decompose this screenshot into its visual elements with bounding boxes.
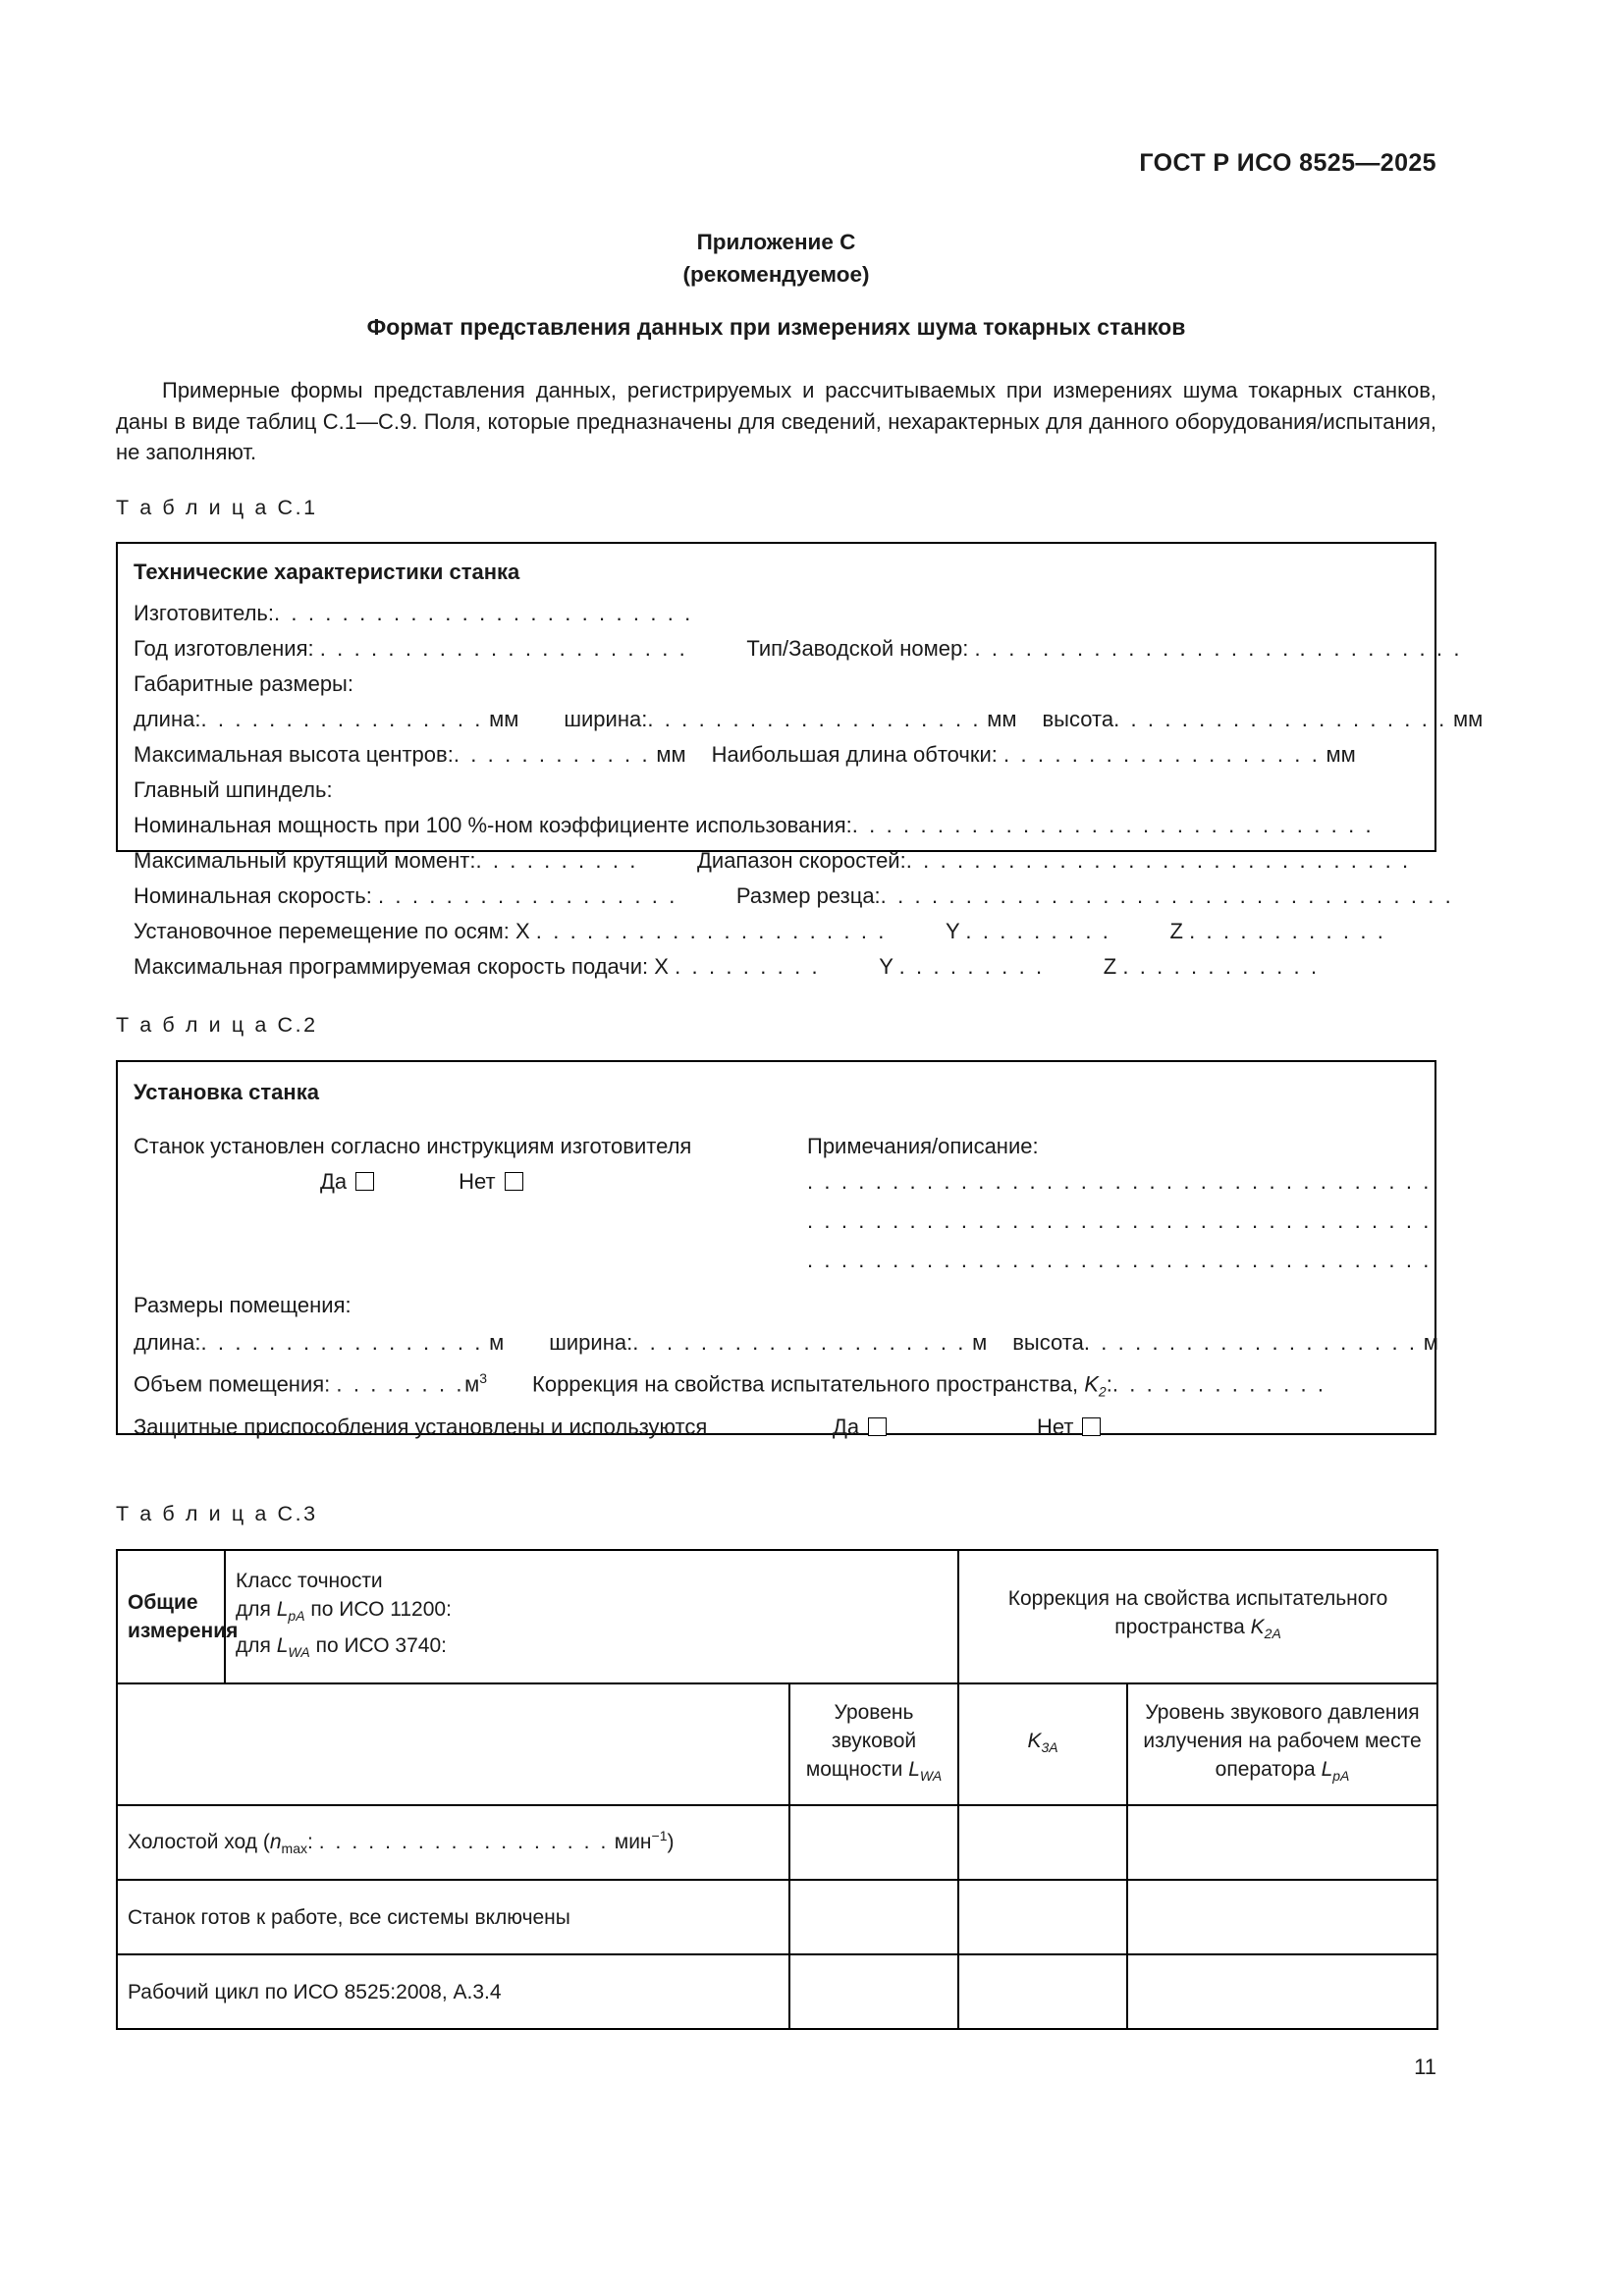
- table-c1-row-overall: [134, 667, 1419, 702]
- table-c1-row-manufacturer: [134, 596, 1419, 631]
- label-room-height: высота: [1012, 1330, 1084, 1355]
- label-guards-yes: Да: [833, 1414, 860, 1439]
- table-c3-grid: [116, 1549, 1438, 2030]
- cell-ready-to-work-lwa[interactable]: [789, 1880, 958, 1954]
- guards-no-group: [1037, 1410, 1101, 1445]
- table-c3-header-row-1: [117, 1550, 1437, 1683]
- label-room-dimensions: Размеры помещения:: [134, 1293, 352, 1317]
- symbol-k3a-subscript: 3A: [1041, 1739, 1058, 1756]
- label-speed-range: Диапазон скоростей:: [697, 848, 906, 873]
- symbol-lpa: L: [276, 1598, 289, 1622]
- symbol-k2-subscript: 2: [1098, 1383, 1107, 1400]
- dots-center-height: . . . . . . . . . . . .: [453, 742, 651, 767]
- feed-axis-label-z: Z: [1103, 954, 1117, 979]
- table-caption-c3: Т а б л и ц а С.3: [116, 1502, 318, 1525]
- accuracy-class-line1: Класс точности: [236, 1570, 383, 1593]
- table-c1-heading: Технические характеристики станка: [134, 560, 520, 584]
- dots-room-width: . . . . . . . . . . . . . . . . . . . .: [632, 1330, 966, 1355]
- cell-ready-to-work-lpa[interactable]: [1127, 1880, 1437, 1954]
- general-measurements-line2: измерения: [128, 1620, 239, 1642]
- table-c1-row-nominal-speed: [134, 879, 1454, 914]
- table-c1-row-spindle: [134, 773, 1419, 808]
- symbol-lwa-header: L: [908, 1757, 920, 1781]
- symbol-lpa-header-subscript: pA: [1332, 1768, 1350, 1785]
- label-max-torque: Максимальный крутящий момент:: [134, 848, 476, 873]
- dots-axis-z: . . . . . . . . . . . .: [1189, 919, 1386, 943]
- table-c1: [116, 542, 1484, 979]
- table-c2-row-guards: [134, 1410, 1419, 1447]
- table-c2-row-installed: [134, 1129, 1419, 1164]
- table-c2-row-room-dims: [134, 1325, 1438, 1361]
- cell-k2a-correction-header: [958, 1550, 1437, 1683]
- cell-idle-run-lpa[interactable]: [1127, 1805, 1437, 1880]
- label-length: длина:: [134, 707, 201, 731]
- unit-height-mm: мм: [1452, 707, 1484, 731]
- cell-idle-run-k3a[interactable]: [958, 1805, 1127, 1880]
- page-number: 11: [1414, 2055, 1436, 2079]
- dots-tool-size: . . . . . . . . . . . . . . . . . . . . . . . . . . . . . . . . . .: [880, 883, 1454, 908]
- accuracy-class-line2-pre: для: [236, 1598, 271, 1622]
- dots-height: . . . . . . . . . . . . . . . . . . . .: [1113, 707, 1447, 731]
- cell-general-measurements: [117, 1550, 239, 1683]
- checkbox-installed-no[interactable]: [505, 1172, 523, 1191]
- dots-feed-x: . . . . . . . . .: [675, 954, 821, 979]
- axis-label-y: Y: [946, 919, 960, 943]
- label-type-serial: Тип/Заводской номер:: [746, 636, 969, 661]
- idle-run-label-pre: Холостой ход (: [128, 1830, 270, 1853]
- table-c1-row-axes-travel: [134, 914, 1419, 949]
- unit-width-mm: мм: [987, 707, 1017, 731]
- dots-room-volume: . . . . . . . .: [336, 1371, 465, 1397]
- dots-length: . . . . . . . . . . . . . . . . .: [200, 707, 483, 731]
- label-installed-per-instructions: Станок установлен согласно инструкциям изготовителя: [134, 1134, 692, 1158]
- idle-run-unit: мин: [614, 1830, 652, 1853]
- checkbox-installed-yes[interactable]: [355, 1172, 374, 1191]
- page-title: Формат представления данных при измерениях шума токарных станков: [366, 314, 1186, 340]
- label-height: высота: [1042, 707, 1114, 731]
- table-caption-c2: Т а б л и ц а С.2: [116, 1013, 318, 1037]
- dots-idle-run: . . . . . . . . . . . . . . . . . .: [318, 1830, 609, 1853]
- k2a-correction-line2-pre: пространства: [1114, 1616, 1245, 1639]
- label-center-height: Максимальная высота центров:: [134, 742, 454, 767]
- cell-ready-to-work-k3a[interactable]: [958, 1880, 1127, 1954]
- unit-room-volume-exponent: 3: [479, 1370, 488, 1386]
- label-year: Год изготовления:: [134, 636, 314, 661]
- dots-width: . . . . . . . . . . . . . . . . . . . .: [647, 707, 982, 731]
- sound-power-line1: Уровень: [834, 1700, 914, 1724]
- dots-type-serial: . . . . . . . . . . . . . . . . . . . . . . . . . . . . .: [974, 636, 1463, 661]
- notes-dotted-line-2[interactable]: . . . . . . . . . . . . . . . . . . . . . . . . . . . . . . . . . . . . .: [807, 1208, 1432, 1233]
- table-c3: [116, 1549, 1436, 2030]
- cell-idle-run-label: [117, 1805, 789, 1880]
- table-row: [117, 1880, 1437, 1954]
- unit-room-volume-m: м: [464, 1371, 480, 1397]
- sound-power-line3-pre: мощности: [805, 1757, 903, 1781]
- label-axes-travel: Установочное перемещение по осям:: [134, 919, 510, 943]
- table-c1-row-year: [134, 631, 1463, 667]
- label-tool-size: Размер резца:: [735, 883, 881, 908]
- unit-room-length-m: м: [489, 1330, 505, 1355]
- table-c2: [116, 1060, 1438, 1439]
- label-notes-description: Примечания/описание:: [807, 1134, 1039, 1158]
- symbol-lpa-header: L: [1321, 1757, 1333, 1781]
- sound-pressure-line3-pre: оператора: [1215, 1757, 1316, 1781]
- dots-max-torque: . . . . . . . . . .: [475, 848, 638, 873]
- dots-k2: . . . . . . . . . . . . .: [1111, 1371, 1326, 1397]
- table-c1-row-power: [134, 808, 1419, 843]
- table-c2-row-room-dims-label: [134, 1286, 1419, 1325]
- annex-heading-block: [116, 226, 1436, 291]
- label-room-width: ширина:: [549, 1330, 633, 1355]
- unit-room-width-m: м: [972, 1330, 988, 1355]
- symbol-k2a-subscript: 2A: [1264, 1626, 1281, 1642]
- dots-year: . . . . . . . . . . . . . . . . . . . . . .: [319, 636, 688, 661]
- cell-empty-header: [117, 1683, 789, 1805]
- unit-center-height-mm: мм: [656, 742, 686, 767]
- label-yes: Да: [320, 1169, 348, 1194]
- cell-work-cycle-lpa[interactable]: [1127, 1954, 1437, 2029]
- symbol-k2-colon: :: [1106, 1371, 1112, 1397]
- label-width: ширина:: [564, 707, 648, 731]
- accuracy-class-line3-post: по ИСО 3740:: [315, 1633, 447, 1657]
- idle-run-close-paren: ): [667, 1830, 675, 1853]
- dots-room-length: . . . . . . . . . . . . . . . . .: [200, 1330, 483, 1355]
- symbol-k3a: K: [1027, 1729, 1042, 1752]
- table-c1-row-torque: [134, 843, 1419, 879]
- label-nominal-power: Номинальная мощность при 100 %-ном коэффициенте использования:: [134, 813, 852, 837]
- dots-nominal-power: . . . . . . . . . . . . . . . . . . . . . . . . . . . . . . .: [851, 813, 1375, 837]
- cell-sound-power-header: [789, 1683, 958, 1805]
- symbol-lwa-subscript: WA: [288, 1643, 310, 1660]
- table-caption-c1: Т а б л и ц а С.1: [116, 496, 318, 519]
- cell-k3a-header: [958, 1683, 1127, 1805]
- cell-work-cycle-k3a[interactable]: [958, 1954, 1127, 2029]
- cell-work-cycle-label: Рабочий цикл по ИСО 8525:2008, А.3.4: [117, 1954, 789, 2029]
- sound-pressure-line1: Уровень звукового давления: [1145, 1700, 1420, 1724]
- k2a-correction-line1: Коррекция на свойства испытательного: [1007, 1587, 1388, 1611]
- unit-turning-length-mm: мм: [1326, 742, 1356, 767]
- checkbox-guards-yes[interactable]: [868, 1417, 887, 1436]
- idle-run-colon: :: [307, 1830, 313, 1853]
- dots-axis-x: . . . . . . . . . . . . . . . . . . . . .: [535, 919, 887, 943]
- checkbox-guards-no[interactable]: [1082, 1417, 1101, 1436]
- label-guards-installed: Защитные приспособления установлены и используются: [134, 1414, 708, 1439]
- accuracy-class-line3-pre: для: [236, 1633, 271, 1657]
- yesno-group-installed: [320, 1164, 523, 1200]
- label-main-spindle: Главный шпиндель:: [134, 777, 333, 802]
- table-c1-row-center-height: [134, 737, 1419, 773]
- notes-dotted-line-3[interactable]: . . . . . . . . . . . . . . . . . . . . . . . . . . . . . . . . . . . . .: [807, 1248, 1432, 1272]
- cell-accuracy-class: [225, 1550, 958, 1683]
- guards-yes-group: [833, 1410, 887, 1445]
- dots-nominal-speed: . . . . . . . . . . . . . . . . . .: [377, 883, 677, 908]
- symbol-k2a: K: [1250, 1616, 1265, 1639]
- axis-label-x: X: [514, 919, 530, 943]
- label-turning-length: Наибольшая длина обточки:: [711, 742, 998, 767]
- feed-axis-label-y: Y: [879, 954, 893, 979]
- label-room-length: длина:: [134, 1330, 201, 1355]
- symbol-lwa-header-subscript: WA: [919, 1768, 943, 1785]
- dots-feed-y: . . . . . . . . .: [898, 954, 1045, 979]
- cell-ready-to-work-label: Станок готов к работе, все системы включены: [117, 1880, 789, 1954]
- label-nominal-speed: Номинальная скорость:: [134, 883, 372, 908]
- cell-sound-pressure-header: [1127, 1683, 1437, 1805]
- notes-dotted-line-1[interactable]: . . . . . . . . . . . . . . . . . . . . . . . . . . . . . . . . . . . . .: [807, 1169, 1432, 1194]
- table-row: [117, 1805, 1437, 1880]
- document-header-standard-number: ГОСТ Р ИСО 8525—2025: [1139, 149, 1436, 177]
- accuracy-class-line2-post: по ИСО 11200:: [310, 1598, 452, 1622]
- sound-power-line2: звуковой: [831, 1729, 917, 1752]
- cell-idle-run-lwa[interactable]: [789, 1805, 958, 1880]
- table-row: [117, 1954, 1437, 2029]
- symbol-nmax: n: [269, 1830, 282, 1853]
- dots-turning-length: . . . . . . . . . . . . . . . . . . .: [1003, 742, 1321, 767]
- table-c1-row-feed-rate: [134, 949, 1419, 985]
- table-c2-row-notes-2: [134, 1203, 1432, 1243]
- label-manufacturer: Изготовитель:: [134, 601, 274, 625]
- annex-title: Приложение С: [696, 230, 856, 254]
- table-c3-header-row-2: [117, 1683, 1437, 1805]
- dots-feed-z: . . . . . . . . . . . .: [1122, 954, 1320, 979]
- label-max-feed: Максимальная программируемая скорость подачи:: [134, 954, 649, 979]
- table-c2-row-notes-3: [134, 1243, 1432, 1286]
- axis-label-z: Z: [1169, 919, 1183, 943]
- label-k2-correction: Коррекция на свойства испытательного пространства,: [532, 1371, 1079, 1397]
- unit-room-height-m: м: [1423, 1330, 1438, 1355]
- label-room-volume: Объем помещения:: [134, 1371, 331, 1397]
- table-c2-row-volume: [134, 1361, 1419, 1410]
- unit-length-mm: мм: [489, 707, 519, 731]
- dots-room-height: . . . . . . . . . . . . . . . . . . . .: [1083, 1330, 1418, 1355]
- label-overall-dimensions: Габаритные размеры:: [134, 671, 353, 696]
- dots-axis-y: . . . . . . . . .: [965, 919, 1111, 943]
- label-guards-no: Нет: [1037, 1414, 1074, 1439]
- table-c2-heading: Установка станка: [134, 1080, 319, 1104]
- label-no: Нет: [459, 1169, 496, 1194]
- symbol-lpa-subscript: pA: [288, 1608, 305, 1625]
- symbol-lwa: L: [276, 1633, 289, 1657]
- table-c1-row-dimensions: [134, 702, 1484, 737]
- intro-paragraph: Примерные формы представления данных, регистрируемых и рассчитываемых при измерениях шума токарных станков, даны в виде таблиц С.1—С.9. Поля, которые предназначены для сведений, нехарактерных для данного оборудования/испытания, не заполняют.: [116, 378, 1436, 464]
- table-c2-row-yesno: [134, 1164, 1432, 1203]
- sound-pressure-line2: излучения на рабочем месте: [1143, 1729, 1422, 1752]
- feed-axis-label-x: X: [654, 954, 669, 979]
- general-measurements-line1: Общие: [128, 1591, 198, 1614]
- dots-manufacturer: . . . . . . . . . . . . . . . . . . . . . . . . .: [273, 601, 693, 625]
- idle-run-unit-exponent: −1: [651, 1827, 668, 1843]
- symbol-k2: K: [1084, 1371, 1099, 1397]
- symbol-nmax-subscript: max: [281, 1841, 307, 1857]
- annex-subtitle: (рекомендуемое): [682, 262, 870, 287]
- dots-speed-range: . . . . . . . . . . . . . . . . . . . . . . . . . . . . . .: [905, 848, 1411, 873]
- cell-work-cycle-lwa[interactable]: [789, 1954, 958, 2029]
